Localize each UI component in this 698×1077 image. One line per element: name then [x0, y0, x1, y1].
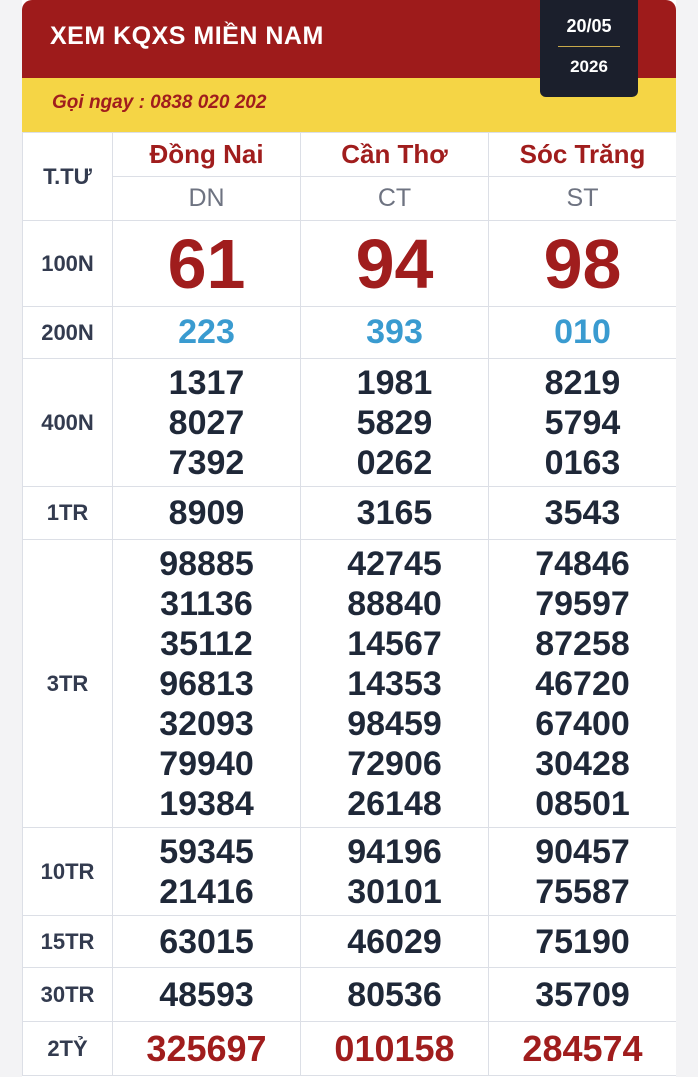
- prize-cell: [489, 828, 677, 916]
- prize-cell: [489, 1022, 677, 1076]
- prize-cell: [301, 540, 489, 828]
- prize-cell: [113, 487, 301, 540]
- prize-cell: [489, 221, 677, 307]
- prize-row-100n: [23, 221, 677, 307]
- prize-number: 5829: [356, 403, 433, 442]
- date-badge: [540, 0, 638, 97]
- hotline-link[interactable]: Gọi ngay : 0838 020 202: [52, 92, 267, 113]
- prize-number: 98459: [347, 704, 442, 743]
- page-title: XEM KQXS MIỀN NAM: [50, 22, 324, 50]
- province-code-dong-nai: DN: [113, 177, 301, 221]
- prize-number: 8909: [168, 494, 245, 532]
- prize-number: 87258: [535, 624, 630, 663]
- prize-cell: [113, 359, 301, 487]
- prize-number: 223: [178, 313, 235, 351]
- prize-number: 80536: [347, 975, 442, 1014]
- date-divider: [558, 46, 620, 47]
- prize-cell: [301, 359, 489, 487]
- prize-number: 5794: [544, 403, 621, 442]
- prize-number: 14353: [347, 664, 442, 703]
- prize-number: 32093: [159, 704, 254, 743]
- prize-cell: [113, 1022, 301, 1076]
- results-card: [22, 0, 676, 1077]
- prize-cell: [301, 916, 489, 968]
- prize-number: 42745: [347, 544, 442, 583]
- prize-row-10tr: [23, 828, 677, 916]
- prize-cell: [489, 487, 677, 540]
- prize-number: 26148: [347, 784, 442, 823]
- prize-number: 8219: [544, 363, 621, 402]
- date-year: 2026: [570, 57, 608, 76]
- prize-cell: [113, 540, 301, 828]
- prize-number: 63015: [159, 922, 254, 961]
- prize-number: 46720: [535, 664, 630, 703]
- prize-row-400n: [23, 359, 677, 487]
- prize-number: 48593: [159, 975, 254, 1014]
- prize-tier-label: 10TR: [23, 828, 113, 916]
- prize-cell: [489, 540, 677, 828]
- prize-number: 1317: [168, 363, 245, 402]
- prize-tier-label: 2TỶ: [23, 1022, 113, 1076]
- prize-number: 3543: [544, 494, 621, 532]
- results-table: [22, 132, 676, 1076]
- prize-number: 88840: [347, 584, 442, 623]
- prize-number: 8027: [168, 403, 245, 442]
- prize-number: 79940: [159, 744, 254, 783]
- jackpot-number: 325697: [146, 1027, 267, 1069]
- province-code-soc-trang: ST: [489, 177, 677, 221]
- prize-number: 35709: [535, 975, 630, 1014]
- prize-tier-label: 3TR: [23, 540, 113, 828]
- prize-cell: [489, 359, 677, 487]
- prize-number: 79597: [535, 584, 630, 623]
- prize-cell: [489, 307, 677, 359]
- prize-tier-label: 200N: [23, 307, 113, 359]
- province-name-dong-nai: Đồng Nai: [113, 133, 301, 177]
- corner-label: T.TƯ: [23, 133, 113, 221]
- prize-number: 0262: [356, 443, 433, 482]
- prize-tier-label: 1TR: [23, 487, 113, 540]
- prize-number: 0163: [544, 443, 621, 482]
- prize-number: 98885: [159, 544, 254, 583]
- province-name-soc-trang: Sóc Trăng: [489, 133, 677, 177]
- prize-cell: [113, 307, 301, 359]
- prize-number: 35112: [160, 624, 253, 663]
- prize-tier-label: 400N: [23, 359, 113, 487]
- prize-number: 010: [554, 313, 611, 351]
- province-code-can-tho: CT: [301, 177, 489, 221]
- prize-number: 72906: [347, 744, 442, 783]
- prize-cell: [113, 916, 301, 968]
- prize-number: 90457: [535, 832, 630, 871]
- prize-number: 75587: [535, 872, 630, 911]
- prize-tier-label: 15TR: [23, 916, 113, 968]
- prize-row-200n: [23, 307, 677, 359]
- prize-number: 21416: [159, 872, 254, 911]
- prize-row-15tr: [23, 916, 677, 968]
- prize-cell: [113, 828, 301, 916]
- prize-cell: [301, 221, 489, 307]
- prize-number: 393: [366, 313, 423, 351]
- prize-number: 61: [167, 224, 246, 303]
- prize-row-2ty: [23, 1022, 677, 1076]
- prize-cell: [301, 307, 489, 359]
- prize-number: 94: [355, 224, 434, 303]
- prize-number: 98: [543, 224, 622, 303]
- prize-number: 46029: [347, 922, 442, 961]
- prize-tier-label: 100N: [23, 221, 113, 307]
- prize-cell: [301, 487, 489, 540]
- prize-number: 30428: [535, 744, 630, 783]
- prize-number: 30101: [347, 872, 442, 911]
- prize-cell: [113, 221, 301, 307]
- prize-row-30tr: [23, 968, 677, 1022]
- jackpot-number: 284574: [522, 1027, 643, 1069]
- prize-number: 59345: [159, 832, 254, 871]
- prize-cell: [301, 1022, 489, 1076]
- prize-number: 67400: [535, 704, 630, 743]
- prize-number: 3165: [356, 494, 433, 532]
- prize-number: 94196: [347, 832, 442, 871]
- prize-number: 19384: [159, 784, 254, 823]
- province-name-can-tho: Cần Thơ: [301, 133, 489, 177]
- prize-number: 96813: [159, 664, 254, 703]
- prize-row-3tr: [23, 540, 677, 828]
- prize-number: 74846: [535, 544, 630, 583]
- prize-cell: [301, 828, 489, 916]
- prize-number: 1981: [356, 363, 433, 402]
- jackpot-number: 010158: [334, 1027, 455, 1069]
- prize-cell: [489, 916, 677, 968]
- date-day: 20/05: [566, 16, 612, 36]
- prize-number: 31136: [160, 584, 253, 623]
- prize-number: 75190: [535, 922, 630, 961]
- prize-number: 08501: [535, 784, 630, 823]
- prize-tier-label: 30TR: [23, 968, 113, 1022]
- prize-cell: [301, 968, 489, 1022]
- prize-cell: [489, 968, 677, 1022]
- prize-cell: [113, 968, 301, 1022]
- prize-number: 7392: [168, 443, 245, 482]
- prize-row-1tr: [23, 487, 677, 540]
- prize-number: 14567: [347, 624, 442, 663]
